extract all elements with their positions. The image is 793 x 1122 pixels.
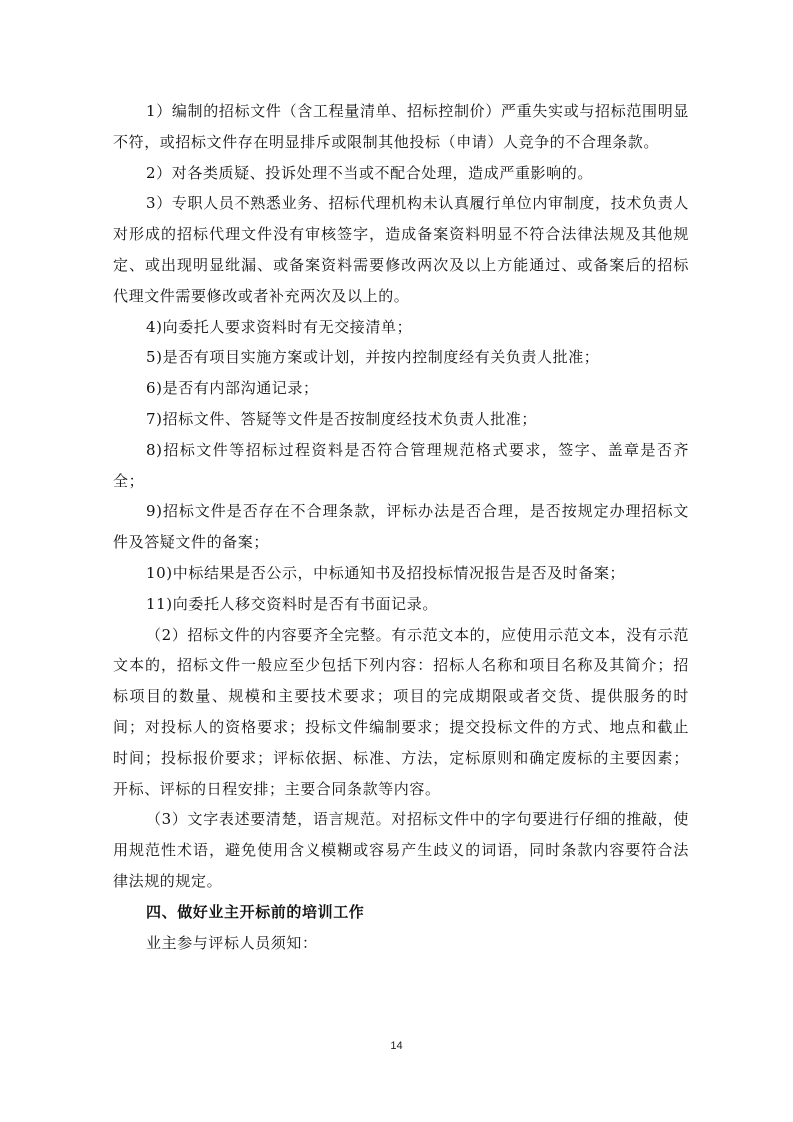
paragraph-item-9-unreasonable-terms: 9)招标文件是否存在不合理条款，评标办法是否合理，是否按规定办理招标文件及答疑文件的备案； bbox=[113, 502, 689, 552]
paragraph-item-5-implementation-plan: 5)是否有项目实施方案或计划，并按内控制度经有关负责人批准； bbox=[146, 348, 600, 367]
paragraph-item-11-written-records: 11)向委托人移交资料时是否有书面记录。 bbox=[146, 594, 438, 613]
paragraph-item-8-format-requirements: 8)招标文件等招标过程资料是否符合管理规范格式要求，签字、盖章是否齐全； bbox=[113, 440, 689, 490]
document-body bbox=[113, 96, 689, 958]
page-number: 14 bbox=[390, 1040, 403, 1052]
paragraph-item-1-criteria: 1）编制的招标文件（含工程量清单、招标控制价）严重失实或与招标范围明显不符，或招标文件存在明显排斥或限制其他投标（申请）人竞争的不合理条款。 bbox=[113, 102, 689, 151]
paragraph-section-3-language-clear: （3）文字表述要清楚，语言规范。对招标文件中的字句要进行仔细的推敲，使用规范性术语，避免使用含义模糊或容易产生歧义的词语，同时条款内容要符合法律法规的规定。 bbox=[113, 810, 689, 890]
paragraph-item-4-handover-list: 4)向委托人要求资料时有无交接清单； bbox=[146, 317, 413, 336]
paragraph-section-2-content-complete: （2）招标文件的内容要齐全完整。有示范文本的，应使用示范文本，没有示范文本的，招标文件一般应至少包括下列内容：招标人名称和项目名称及其简介；招标项目的数量、规模和主要技术要求；项目的完成期限或者交货、提供服务的时间；对投标人的资格要求；投标文件编制要求；提交投标文件的方式、地点和截止时间；投标报价要求；评标依据、标准、方法，定标原则和确定废标的主要因素；开标、评标的日程安排；主要合同条款等内容。 bbox=[113, 625, 689, 798]
paragraph-item-2-complaints: 2）对各类质疑、投诉处理不当或不配合处理，造成严重影响的。 bbox=[146, 163, 593, 182]
section-heading: 四、做好业主开标前的培训工作 bbox=[146, 902, 365, 921]
paragraph-item-10-result-publicity: 10)中标结果是否公示，中标通知书及招投标情况报告是否及时备案； bbox=[146, 563, 626, 582]
paragraph-item-3-staff: 3）专职人员不熟悉业务、招标代理机构未认真履行单位内审制度，技术负责人对形成的招标代理文件没有审核签字，造成备案资料明显不符合法律法规及其他规定、或出现明显纰漏、或备案资料需要修改两次及以上方能通过、或备案后的招标代理文件需要修改或者补充两次及以上的。 bbox=[113, 194, 689, 305]
paragraph-item-6-internal-communication: 6)是否有内部沟通记录； bbox=[146, 379, 319, 398]
paragraph-item-7-document-approval: 7)招标文件、答疑等文件是否按制度经技术负责人批准； bbox=[146, 409, 537, 428]
closing-paragraph: 业主参与评标人员须知： bbox=[146, 933, 318, 952]
